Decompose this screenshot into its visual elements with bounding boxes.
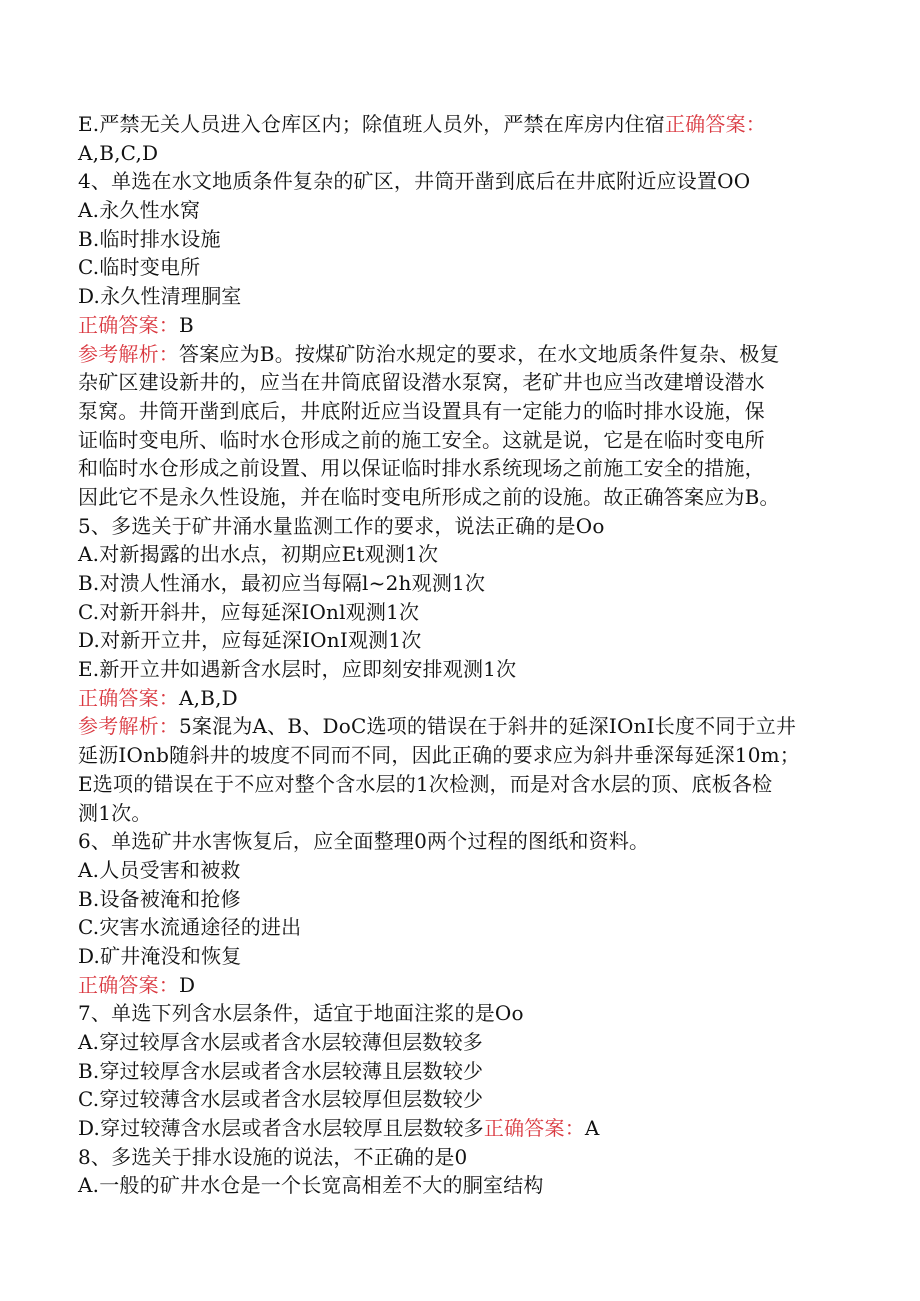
explanation-text: 答案应为B。按煤矿防治水规定的要求，在水文地质条件复杂、极复 (179, 341, 780, 366)
explanation-line (78, 712, 838, 741)
question-line (78, 167, 838, 196)
option-line (78, 1171, 838, 1200)
answer-value: A,B,C,D (78, 140, 159, 165)
document-page (78, 110, 838, 1200)
option-text: A.对新揭露的出水点，初期应Et观测1次 (78, 542, 439, 567)
option-line (78, 655, 838, 684)
answer-label: 正确答案： (483, 1116, 585, 1141)
answer-value: D (179, 972, 196, 997)
explanation-label: 参考解析： (78, 714, 179, 739)
option-text: C.穿过较薄含水层或者含水层较厚但层数较少 (78, 1087, 484, 1112)
explanation-text: 泵窝。井筒开凿到底后，井底附近应当设置具有一定能力的临时排水设施，保 (78, 398, 765, 423)
line-text: E.严禁无关人员进入仓库区内；除值班人员外，严禁在库房内住宿 (78, 112, 665, 136)
explanation-text: 测1次。 (78, 800, 152, 825)
text-line (78, 139, 838, 168)
answer-line (78, 684, 838, 713)
explanation-text: 因此它不是永久性设施，并在临时变电所形成之前的设施。故正确答案应为B。 (78, 484, 780, 509)
explanation-text: 5案混为A、B、DoC选项的错误在于斜井的延深IOnI长度不同于立井 (179, 714, 797, 739)
explanation-text: 和临时水仓形成之前设置、用以保证临时排水系统现场之前施工安全的措施， (78, 456, 765, 481)
option-text: C.临时变电所 (78, 255, 201, 280)
explanation-line (78, 368, 838, 397)
option-line (78, 885, 838, 914)
option-text: A.一般的矿井水仓是一个长宽高相差不大的胴室结构 (78, 1173, 544, 1198)
option-text: D.矿井淹没和恢复 (78, 943, 242, 968)
option-line (78, 540, 838, 569)
question-text: 6、单选矿井水害恢复后，应全面整理0两个过程的图纸和资料。 (78, 829, 650, 854)
option-line (78, 598, 838, 627)
option-line (78, 1028, 838, 1057)
option-text: E.新开立井如遇新含水层时，应即刻安排观测1次 (78, 657, 517, 682)
explanation-line (78, 454, 838, 483)
option-text: C.对新开斜井，应每延深IOnl观测1次 (78, 599, 420, 624)
question-line (78, 999, 838, 1028)
explanation-line (78, 741, 838, 770)
explanation-text: E选项的错误在于不应对整个含水层的1次检测，而是对含水层的顶、底板各检 (78, 771, 773, 796)
answer-value: B (179, 312, 194, 337)
option-text: B.临时排水设施 (78, 226, 221, 251)
option-line (78, 225, 838, 254)
answer-label: 正确答案： (78, 312, 179, 337)
option-text: A.穿过较厚含水层或者含水层较薄但层数较多 (78, 1030, 484, 1054)
option-line (78, 282, 838, 311)
option-text: B.穿过较厚含水层或者含水层较薄且层数较少 (78, 1058, 484, 1083)
option-line (78, 942, 838, 971)
answer-line (78, 311, 838, 340)
explanation-line (78, 397, 838, 426)
answer-label: 正确答案： (78, 972, 179, 997)
explanation-line (78, 483, 838, 512)
option-line (78, 626, 838, 655)
explanation-text: 延沥IOnb随斜井的坡度不同而不同，因此正确的要求应为斜井垂深每延深10m； (78, 743, 800, 768)
option-text: B.对溃人性涌水，最初应当每隔l~2h观测1次 (78, 571, 486, 595)
option-line (78, 196, 838, 225)
option-text: D.穿过较薄含水层或者含水层较厚且层数较多 (78, 1116, 484, 1141)
explanation-text: 杂矿区建设新井的，应当在井筒底留设潜水泵窝，老矿井也应当改建增设潜水 (78, 370, 765, 395)
explanation-line (78, 770, 838, 799)
option-text: B.设备被淹和抢修 (78, 886, 241, 911)
question-text: 7、单选下列含水层条件，适宜于地面注浆的是Oo (78, 1001, 524, 1026)
option-text: A.永久性水窝 (78, 198, 201, 223)
option-line (78, 253, 838, 282)
answer-value: A (584, 1116, 600, 1141)
option-line (78, 856, 838, 885)
explanation-line (78, 799, 838, 828)
option-text: D.对新开立井，应每延深IOnI观测1次 (78, 628, 422, 653)
option-line (78, 1085, 838, 1114)
text-line (78, 110, 838, 139)
answer-line (78, 971, 838, 1000)
question-text: 8、多选关于排水设施的说法，不正确的是0 (78, 1144, 468, 1169)
option-text: C.灾害水流通途径的进出 (78, 915, 302, 940)
option-line (78, 913, 838, 942)
explanation-label: 参考解析： (78, 341, 179, 366)
option-line (78, 1114, 838, 1143)
option-line (78, 569, 838, 598)
option-line (78, 1057, 838, 1086)
option-text: D.永久性清理胴室 (78, 284, 242, 309)
question-text: 5、多选关于矿井涌水量监测工作的要求，说法正确的是Oo (78, 513, 605, 538)
question-line (78, 512, 838, 541)
explanation-line (78, 426, 838, 455)
explanation-line (78, 340, 838, 369)
explanation-text: 证临时变电所、临时水仓形成之前的施工安全。这就是说，它是在临时变电所 (78, 427, 765, 452)
option-text: A.人员受害和被救 (78, 857, 241, 882)
answer-label: 正确答案： (78, 685, 179, 710)
question-text: 4、单选在水文地质条件复杂的矿区，井筒开凿到底后在井底附近应设置OO (78, 169, 751, 194)
answer-value: A,B,D (179, 685, 238, 710)
question-line (78, 827, 838, 856)
answer-label: 正确答案： (664, 112, 766, 136)
question-line (78, 1143, 838, 1172)
